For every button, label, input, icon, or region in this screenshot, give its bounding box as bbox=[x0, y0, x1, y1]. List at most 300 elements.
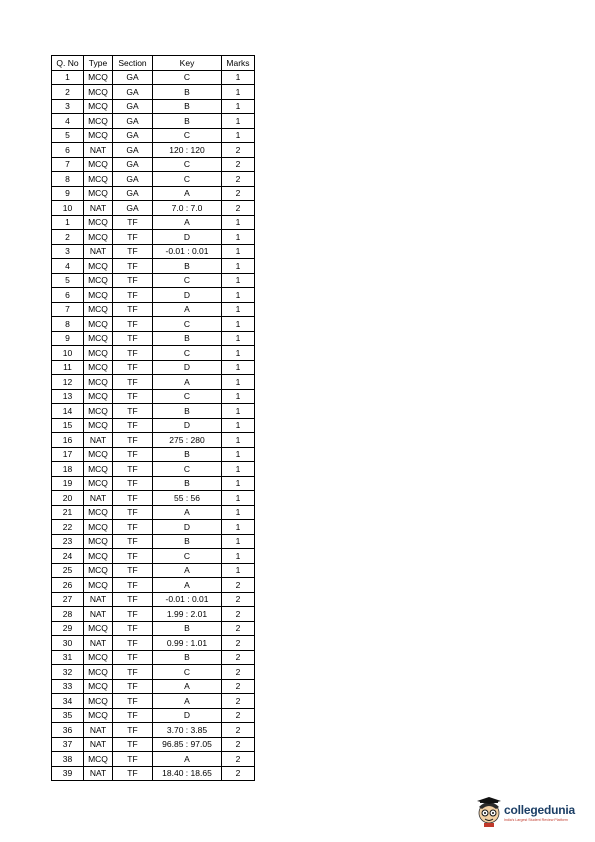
cell-section: TF bbox=[113, 389, 153, 404]
cell-key: -0.01 : 0.01 bbox=[153, 244, 222, 259]
cell-qno: 4 bbox=[52, 259, 84, 274]
cell-type: MCQ bbox=[84, 679, 113, 694]
cell-qno: 8 bbox=[52, 317, 84, 332]
cell-section: TF bbox=[113, 737, 153, 752]
cell-qno: 4 bbox=[52, 114, 84, 129]
cell-qno: 34 bbox=[52, 694, 84, 709]
cell-key: C bbox=[153, 549, 222, 564]
cell-type: MCQ bbox=[84, 404, 113, 419]
cell-qno: 9 bbox=[52, 186, 84, 201]
cell-qno: 19 bbox=[52, 476, 84, 491]
cell-section: TF bbox=[113, 752, 153, 767]
cell-type: MCQ bbox=[84, 418, 113, 433]
cell-qno: 39 bbox=[52, 766, 84, 781]
table-row bbox=[52, 70, 255, 85]
cell-section: GA bbox=[113, 201, 153, 216]
table-body bbox=[52, 70, 255, 781]
table-row bbox=[52, 621, 255, 636]
cell-marks: 1 bbox=[222, 534, 255, 549]
cell-type: NAT bbox=[84, 636, 113, 651]
table-row bbox=[52, 418, 255, 433]
table-row bbox=[52, 433, 255, 448]
cell-type: MCQ bbox=[84, 215, 113, 230]
cell-marks: 1 bbox=[222, 273, 255, 288]
cell-qno: 9 bbox=[52, 331, 84, 346]
header-key: Key bbox=[153, 56, 222, 71]
cell-type: MCQ bbox=[84, 476, 113, 491]
cell-section: TF bbox=[113, 273, 153, 288]
table-row bbox=[52, 215, 255, 230]
cell-section: TF bbox=[113, 520, 153, 535]
cell-qno: 12 bbox=[52, 375, 84, 390]
cell-type: MCQ bbox=[84, 621, 113, 636]
cell-section: TF bbox=[113, 723, 153, 738]
cell-marks: 1 bbox=[222, 331, 255, 346]
table-row bbox=[52, 476, 255, 491]
cell-key: C bbox=[153, 346, 222, 361]
cell-type: MCQ bbox=[84, 230, 113, 245]
cell-section: GA bbox=[113, 186, 153, 201]
cell-key: A bbox=[153, 302, 222, 317]
table-row bbox=[52, 244, 255, 259]
cell-section: GA bbox=[113, 157, 153, 172]
cell-section: TF bbox=[113, 317, 153, 332]
cell-type: MCQ bbox=[84, 360, 113, 375]
cell-marks: 1 bbox=[222, 375, 255, 390]
table-row bbox=[52, 650, 255, 665]
table-row bbox=[52, 186, 255, 201]
cell-qno: 37 bbox=[52, 737, 84, 752]
cell-marks: 1 bbox=[222, 433, 255, 448]
cell-key: D bbox=[153, 418, 222, 433]
table-row bbox=[52, 360, 255, 375]
cell-marks: 1 bbox=[222, 128, 255, 143]
table-row bbox=[52, 708, 255, 723]
table-row bbox=[52, 172, 255, 187]
cell-section: TF bbox=[113, 244, 153, 259]
cell-marks: 2 bbox=[222, 201, 255, 216]
table-row bbox=[52, 520, 255, 535]
cell-key: C bbox=[153, 665, 222, 680]
cell-marks: 2 bbox=[222, 737, 255, 752]
cell-type: NAT bbox=[84, 592, 113, 607]
cell-section: TF bbox=[113, 505, 153, 520]
cell-key: A bbox=[153, 186, 222, 201]
table-row bbox=[52, 607, 255, 622]
cell-section: TF bbox=[113, 259, 153, 274]
cell-key: B bbox=[153, 99, 222, 114]
cell-type: NAT bbox=[84, 201, 113, 216]
cell-section: TF bbox=[113, 679, 153, 694]
cell-type: MCQ bbox=[84, 157, 113, 172]
cell-marks: 1 bbox=[222, 462, 255, 477]
cell-marks: 1 bbox=[222, 70, 255, 85]
cell-marks: 1 bbox=[222, 404, 255, 419]
cell-section: TF bbox=[113, 476, 153, 491]
cell-section: TF bbox=[113, 766, 153, 781]
table-row bbox=[52, 578, 255, 593]
cell-key: A bbox=[153, 694, 222, 709]
cell-key: B bbox=[153, 621, 222, 636]
cell-marks: 2 bbox=[222, 766, 255, 781]
cell-marks: 1 bbox=[222, 302, 255, 317]
cell-type: MCQ bbox=[84, 752, 113, 767]
cell-key: C bbox=[153, 157, 222, 172]
cell-section: TF bbox=[113, 346, 153, 361]
cell-section: TF bbox=[113, 665, 153, 680]
cell-marks: 1 bbox=[222, 549, 255, 564]
cell-type: NAT bbox=[84, 433, 113, 448]
table-row bbox=[52, 505, 255, 520]
cell-marks: 1 bbox=[222, 346, 255, 361]
cell-type: MCQ bbox=[84, 462, 113, 477]
cell-marks: 1 bbox=[222, 99, 255, 114]
cell-marks: 1 bbox=[222, 505, 255, 520]
cell-qno: 3 bbox=[52, 244, 84, 259]
cell-type: MCQ bbox=[84, 563, 113, 578]
cell-marks: 2 bbox=[222, 665, 255, 680]
cell-type: NAT bbox=[84, 766, 113, 781]
cell-key: 7.0 : 7.0 bbox=[153, 201, 222, 216]
table-row bbox=[52, 404, 255, 419]
table-row bbox=[52, 230, 255, 245]
cell-marks: 1 bbox=[222, 114, 255, 129]
cell-type: MCQ bbox=[84, 650, 113, 665]
cell-section: TF bbox=[113, 578, 153, 593]
cell-key: D bbox=[153, 230, 222, 245]
cell-qno: 16 bbox=[52, 433, 84, 448]
table-row bbox=[52, 679, 255, 694]
cell-qno: 2 bbox=[52, 230, 84, 245]
cell-section: GA bbox=[113, 114, 153, 129]
cell-section: TF bbox=[113, 607, 153, 622]
cell-key: 120 : 120 bbox=[153, 143, 222, 158]
cell-section: GA bbox=[113, 172, 153, 187]
cell-key: 1.99 : 2.01 bbox=[153, 607, 222, 622]
cell-key: C bbox=[153, 462, 222, 477]
table-row bbox=[52, 447, 255, 462]
table-row bbox=[52, 259, 255, 274]
cell-section: TF bbox=[113, 592, 153, 607]
cell-qno: 23 bbox=[52, 534, 84, 549]
cell-type: MCQ bbox=[84, 288, 113, 303]
cell-qno: 1 bbox=[52, 215, 84, 230]
cell-type: MCQ bbox=[84, 534, 113, 549]
cell-qno: 33 bbox=[52, 679, 84, 694]
cell-marks: 2 bbox=[222, 186, 255, 201]
cell-type: MCQ bbox=[84, 114, 113, 129]
cell-type: MCQ bbox=[84, 346, 113, 361]
cell-qno: 5 bbox=[52, 128, 84, 143]
table-row bbox=[52, 534, 255, 549]
cell-marks: 2 bbox=[222, 621, 255, 636]
cell-section: TF bbox=[113, 404, 153, 419]
cell-type: MCQ bbox=[84, 389, 113, 404]
cell-qno: 6 bbox=[52, 288, 84, 303]
cell-qno: 32 bbox=[52, 665, 84, 680]
cell-key: 275 : 280 bbox=[153, 433, 222, 448]
cell-type: MCQ bbox=[84, 186, 113, 201]
cell-marks: 1 bbox=[222, 85, 255, 100]
cell-type: MCQ bbox=[84, 302, 113, 317]
cell-marks: 2 bbox=[222, 607, 255, 622]
table-row bbox=[52, 694, 255, 709]
table-row bbox=[52, 288, 255, 303]
cell-marks: 2 bbox=[222, 679, 255, 694]
cell-key: -0.01 : 0.01 bbox=[153, 592, 222, 607]
cell-type: NAT bbox=[84, 607, 113, 622]
cell-type: MCQ bbox=[84, 331, 113, 346]
cell-key: A bbox=[153, 679, 222, 694]
table-row bbox=[52, 317, 255, 332]
cell-key: A bbox=[153, 752, 222, 767]
cell-marks: 1 bbox=[222, 476, 255, 491]
cell-type: NAT bbox=[84, 737, 113, 752]
cell-section: GA bbox=[113, 99, 153, 114]
cell-marks: 2 bbox=[222, 143, 255, 158]
cell-key: B bbox=[153, 259, 222, 274]
table-row bbox=[52, 346, 255, 361]
table-row bbox=[52, 592, 255, 607]
cell-marks: 1 bbox=[222, 520, 255, 535]
cell-type: MCQ bbox=[84, 99, 113, 114]
cell-key: B bbox=[153, 476, 222, 491]
cell-type: NAT bbox=[84, 244, 113, 259]
cell-key: C bbox=[153, 172, 222, 187]
cell-qno: 29 bbox=[52, 621, 84, 636]
cell-key: A bbox=[153, 578, 222, 593]
table-row bbox=[52, 752, 255, 767]
cell-key: D bbox=[153, 520, 222, 535]
cell-section: TF bbox=[113, 433, 153, 448]
cell-qno: 20 bbox=[52, 491, 84, 506]
table-row bbox=[52, 491, 255, 506]
cell-qno: 3 bbox=[52, 99, 84, 114]
cell-key: C bbox=[153, 70, 222, 85]
cell-marks: 1 bbox=[222, 447, 255, 462]
cell-qno: 18 bbox=[52, 462, 84, 477]
header-qno: Q. No bbox=[52, 56, 84, 71]
cell-section: GA bbox=[113, 85, 153, 100]
table-row bbox=[52, 723, 255, 738]
cell-qno: 7 bbox=[52, 302, 84, 317]
cell-section: TF bbox=[113, 549, 153, 564]
cell-key: A bbox=[153, 563, 222, 578]
cell-marks: 1 bbox=[222, 317, 255, 332]
cell-type: MCQ bbox=[84, 578, 113, 593]
cell-marks: 2 bbox=[222, 636, 255, 651]
cell-section: GA bbox=[113, 143, 153, 158]
cell-marks: 2 bbox=[222, 592, 255, 607]
collegedunia-logo bbox=[476, 795, 586, 829]
cell-marks: 2 bbox=[222, 723, 255, 738]
cell-type: MCQ bbox=[84, 549, 113, 564]
cell-type: MCQ bbox=[84, 259, 113, 274]
cell-key: D bbox=[153, 288, 222, 303]
table-row bbox=[52, 766, 255, 781]
cell-qno: 8 bbox=[52, 172, 84, 187]
cell-qno: 10 bbox=[52, 201, 84, 216]
cell-section: TF bbox=[113, 418, 153, 433]
cell-qno: 38 bbox=[52, 752, 84, 767]
cell-key: B bbox=[153, 331, 222, 346]
cell-key: A bbox=[153, 375, 222, 390]
cell-type: MCQ bbox=[84, 520, 113, 535]
cell-section: TF bbox=[113, 288, 153, 303]
table-row bbox=[52, 99, 255, 114]
table-row bbox=[52, 389, 255, 404]
cell-qno: 7 bbox=[52, 157, 84, 172]
cell-qno: 28 bbox=[52, 607, 84, 622]
cell-section: TF bbox=[113, 447, 153, 462]
cell-section: GA bbox=[113, 128, 153, 143]
table-row bbox=[52, 128, 255, 143]
cell-section: TF bbox=[113, 215, 153, 230]
table-row bbox=[52, 157, 255, 172]
cell-section: TF bbox=[113, 621, 153, 636]
cell-section: TF bbox=[113, 230, 153, 245]
cell-marks: 2 bbox=[222, 157, 255, 172]
cell-type: MCQ bbox=[84, 375, 113, 390]
cell-marks: 1 bbox=[222, 563, 255, 578]
cell-key: C bbox=[153, 273, 222, 288]
cell-qno: 21 bbox=[52, 505, 84, 520]
cell-marks: 1 bbox=[222, 215, 255, 230]
cell-key: B bbox=[153, 114, 222, 129]
cell-qno: 22 bbox=[52, 520, 84, 535]
cell-type: MCQ bbox=[84, 708, 113, 723]
cell-qno: 6 bbox=[52, 143, 84, 158]
cell-section: TF bbox=[113, 302, 153, 317]
logo-tagline: India's Largest Student Review Platform bbox=[504, 817, 568, 822]
table-row bbox=[52, 737, 255, 752]
cell-qno: 36 bbox=[52, 723, 84, 738]
cell-type: MCQ bbox=[84, 447, 113, 462]
table-row bbox=[52, 85, 255, 100]
cell-key: B bbox=[153, 650, 222, 665]
cell-key: B bbox=[153, 447, 222, 462]
cell-type: MCQ bbox=[84, 665, 113, 680]
table-row bbox=[52, 331, 255, 346]
cell-key: B bbox=[153, 404, 222, 419]
cell-key: C bbox=[153, 317, 222, 332]
cell-key: D bbox=[153, 360, 222, 375]
cell-qno: 2 bbox=[52, 85, 84, 100]
cell-qno: 27 bbox=[52, 592, 84, 607]
cell-key: B bbox=[153, 85, 222, 100]
cell-qno: 24 bbox=[52, 549, 84, 564]
table-row bbox=[52, 549, 255, 564]
cell-key: 3.70 : 3.85 bbox=[153, 723, 222, 738]
cell-key: 96.85 : 97.05 bbox=[153, 737, 222, 752]
cell-marks: 1 bbox=[222, 389, 255, 404]
cell-qno: 30 bbox=[52, 636, 84, 651]
table-row bbox=[52, 563, 255, 578]
table-row bbox=[52, 273, 255, 288]
cell-type: MCQ bbox=[84, 694, 113, 709]
cell-section: TF bbox=[113, 694, 153, 709]
cell-marks: 1 bbox=[222, 259, 255, 274]
cell-marks: 2 bbox=[222, 752, 255, 767]
table-row bbox=[52, 114, 255, 129]
cell-qno: 10 bbox=[52, 346, 84, 361]
table-row bbox=[52, 462, 255, 477]
cell-marks: 2 bbox=[222, 708, 255, 723]
cell-qno: 11 bbox=[52, 360, 84, 375]
header-marks: Marks bbox=[222, 56, 255, 71]
cell-key: C bbox=[153, 389, 222, 404]
cell-type: NAT bbox=[84, 143, 113, 158]
cell-marks: 1 bbox=[222, 244, 255, 259]
cell-qno: 14 bbox=[52, 404, 84, 419]
cell-marks: 1 bbox=[222, 360, 255, 375]
header-type: Type bbox=[84, 56, 113, 71]
mascot-icon bbox=[476, 797, 502, 827]
cell-type: MCQ bbox=[84, 172, 113, 187]
cell-key: A bbox=[153, 215, 222, 230]
cell-section: TF bbox=[113, 462, 153, 477]
cell-marks: 1 bbox=[222, 288, 255, 303]
cell-type: MCQ bbox=[84, 128, 113, 143]
cell-section: TF bbox=[113, 491, 153, 506]
cell-section: TF bbox=[113, 708, 153, 723]
table-row bbox=[52, 665, 255, 680]
cell-qno: 25 bbox=[52, 563, 84, 578]
cell-section: TF bbox=[113, 375, 153, 390]
cell-type: MCQ bbox=[84, 273, 113, 288]
table-row bbox=[52, 143, 255, 158]
cell-marks: 1 bbox=[222, 230, 255, 245]
cell-section: TF bbox=[113, 650, 153, 665]
cell-key: 18.40 : 18.65 bbox=[153, 766, 222, 781]
cell-qno: 26 bbox=[52, 578, 84, 593]
cell-key: 0.99 : 1.01 bbox=[153, 636, 222, 651]
cell-section: TF bbox=[113, 360, 153, 375]
cell-type: NAT bbox=[84, 491, 113, 506]
table-row bbox=[52, 636, 255, 651]
cell-qno: 13 bbox=[52, 389, 84, 404]
cell-type: MCQ bbox=[84, 317, 113, 332]
cell-key: C bbox=[153, 128, 222, 143]
cell-qno: 5 bbox=[52, 273, 84, 288]
cell-qno: 31 bbox=[52, 650, 84, 665]
cell-type: MCQ bbox=[84, 505, 113, 520]
header-section: Section bbox=[113, 56, 153, 71]
cell-section: TF bbox=[113, 331, 153, 346]
cell-marks: 1 bbox=[222, 491, 255, 506]
cell-marks: 2 bbox=[222, 172, 255, 187]
cell-key: A bbox=[153, 505, 222, 520]
logo-name: collegedunia bbox=[504, 802, 575, 817]
table-row bbox=[52, 201, 255, 216]
table-header-row bbox=[52, 56, 255, 71]
cell-qno: 35 bbox=[52, 708, 84, 723]
cell-marks: 2 bbox=[222, 650, 255, 665]
cell-key: 55 : 56 bbox=[153, 491, 222, 506]
cell-type: MCQ bbox=[84, 85, 113, 100]
table-row bbox=[52, 375, 255, 390]
cell-type: NAT bbox=[84, 723, 113, 738]
cell-type: MCQ bbox=[84, 70, 113, 85]
cell-key: B bbox=[153, 534, 222, 549]
cell-qno: 17 bbox=[52, 447, 84, 462]
cell-section: TF bbox=[113, 636, 153, 651]
cell-marks: 2 bbox=[222, 578, 255, 593]
cell-section: GA bbox=[113, 70, 153, 85]
table-row bbox=[52, 302, 255, 317]
cell-section: TF bbox=[113, 563, 153, 578]
answer-key-table bbox=[51, 55, 255, 781]
